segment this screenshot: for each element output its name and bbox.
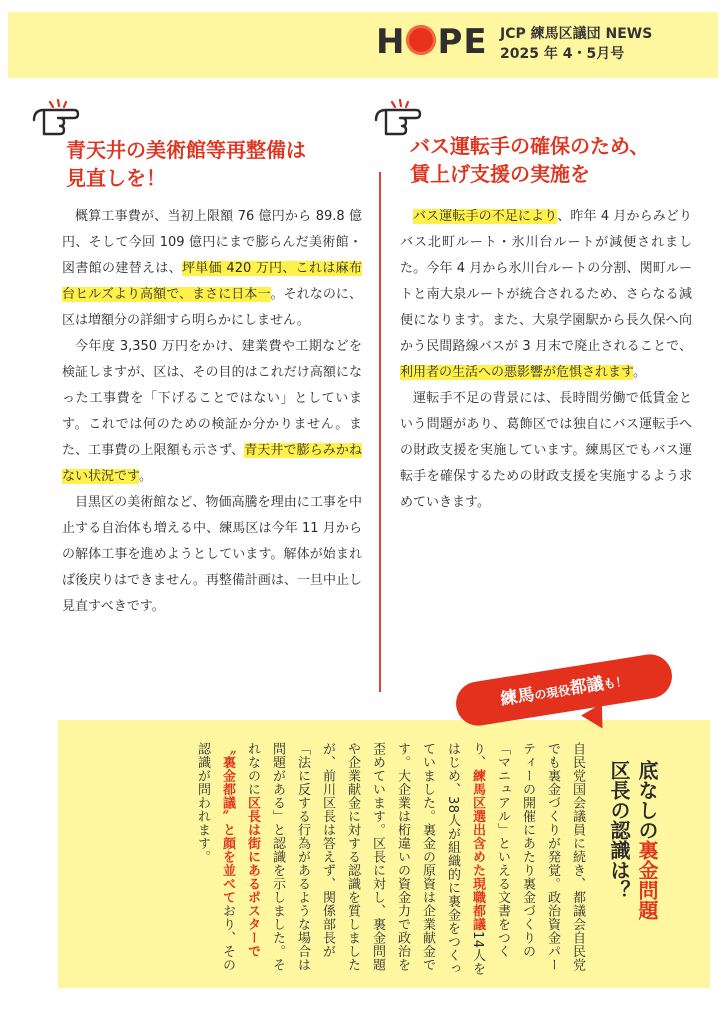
panel-title bbox=[605, 760, 661, 960]
left-p1-text: 概算工事費が、当初上限額 76 億円から 89.8 億円、そして今回 109 億円にまで膨らんだ美術館・図書館の建替えは、 bbox=[62, 209, 362, 276]
left-title-line2: 見直しを！ bbox=[66, 166, 166, 190]
newsletter-issue: 2025 年 4・5月号 bbox=[500, 46, 625, 62]
banner-text-1: 練馬 bbox=[499, 684, 536, 710]
right-article-body bbox=[400, 204, 692, 516]
logo-letters-pre: H bbox=[376, 22, 406, 62]
newsletter-org: JCP 練馬区議団 NEWS bbox=[500, 26, 653, 42]
panel-body bbox=[84, 742, 590, 980]
banner-text-3: 都議 bbox=[568, 673, 606, 699]
left-p1-text-end: 。それなのに、区は増額分の詳細すら明らかにしません。 bbox=[62, 287, 362, 328]
right-article-title bbox=[410, 132, 710, 188]
right-paragraph-1 bbox=[400, 204, 692, 386]
panel-title-red: 裏金問題 bbox=[635, 840, 659, 920]
left-p2-text-end: 。 bbox=[138, 469, 152, 484]
left-paragraph-1 bbox=[62, 204, 362, 334]
speech-bubble-banner bbox=[453, 651, 675, 729]
newsletter-info bbox=[500, 24, 652, 64]
panel-red-2: 区長は街にあるポスターで〝裏金都議〟と顔を並べて bbox=[220, 742, 260, 958]
banner-text-4: も！ bbox=[602, 674, 629, 692]
right-p1-text-end: 。 bbox=[632, 365, 646, 380]
left-paragraph-2 bbox=[62, 334, 362, 490]
right-paragraph-2: 運転手不足の背景には、長時間労働で低賃金という問題があり、葛飾区では独自にバス運転手への財政支援を実施しています。練馬区でもバス運転手を確保するための財政支援を実施するよう求めていきます。 bbox=[400, 391, 692, 510]
left-article-body bbox=[62, 204, 362, 620]
logo-letters-post: PE bbox=[437, 22, 488, 62]
left-title-line1: 青天井の美術館等再整備は bbox=[66, 138, 306, 162]
panel-text-3: おり、その認識が問われます。 bbox=[195, 742, 235, 972]
right-title-line1: バス運転手の確保のため、 bbox=[410, 134, 650, 158]
left-p2-highlight: 青天井で膨らみかねない状況です bbox=[62, 443, 362, 484]
left-article-title bbox=[66, 136, 366, 192]
left-p1-highlight: 坪単価 420 万円、これは麻布台ヒルズより高額で、まさに日本一 bbox=[62, 261, 362, 302]
banner-text-2: の現役 bbox=[533, 683, 572, 703]
right-p1-highlight-1: バス運転手の不足により bbox=[413, 209, 558, 224]
panel-red-1: 練馬区選出含めた現職都議 bbox=[470, 769, 485, 931]
sun-logo-icon bbox=[406, 25, 436, 55]
panel-text-2: 14人をはじめ、38人が組織的に裏金をつくっていました。裏金の原資は企業献金です。大企業は桁違いの資金力で政治を歪めています。区長に対し、裏金問題や企業献金に対する認識を質しましたが、前川区長は答えず、関係部長が「法に反する行為があるような場合は問題がある」と認識を示しました。それなのに bbox=[245, 742, 485, 976]
right-p1-highlight-2: 利用者の生活への悪影響が危惧されます bbox=[400, 365, 633, 380]
left-paragraph-3: 目黒区の美術館など、物価高騰を理由に工事を中止する自治体も増える中、練馬区は今年 11 月からの解体工事を進めようとしています。解体が始まれば後戻りはできません。再整備計画は、一旦中止し見直すべきです。 bbox=[62, 495, 362, 614]
right-p1-text: 、昨年 4 月からみどりバス北町ルート・氷川台ルートが減便されました。今年 4 月から氷川台ルートの分割、関町ルートと南大泉ルートが統合されるため、さらなる減便になります。また、大泉学園駅から長久保へ向かう民間路線バスが 3 月末で廃止されることで、 bbox=[400, 209, 692, 354]
left-p2-text: 今年度 3,350 万円をかけ、建業費や工期などを検証しますが、区は、その目的はこれだけ高額になった工事費を「下げることではない」としています。これでは何のための検証か分かりません。また、工事費の上限額も示さず、 bbox=[62, 339, 362, 458]
hope-logo bbox=[376, 22, 488, 62]
column-divider bbox=[379, 172, 381, 692]
panel-text-1: 自民党国会議員に続き、都議会自民党でも裏金づくりが発覚。政治資金パーティーの開催にあたり裏金づくりの「マニュアル」といえる文書をつくり、 bbox=[470, 742, 585, 972]
panel-title-line1 bbox=[633, 760, 661, 960]
panel-title-a: 底なしの bbox=[635, 760, 659, 840]
panel-title-line2: 区長の認識は？ bbox=[607, 760, 631, 900]
right-title-line2: 賃上げ支援の実施を bbox=[410, 162, 590, 186]
